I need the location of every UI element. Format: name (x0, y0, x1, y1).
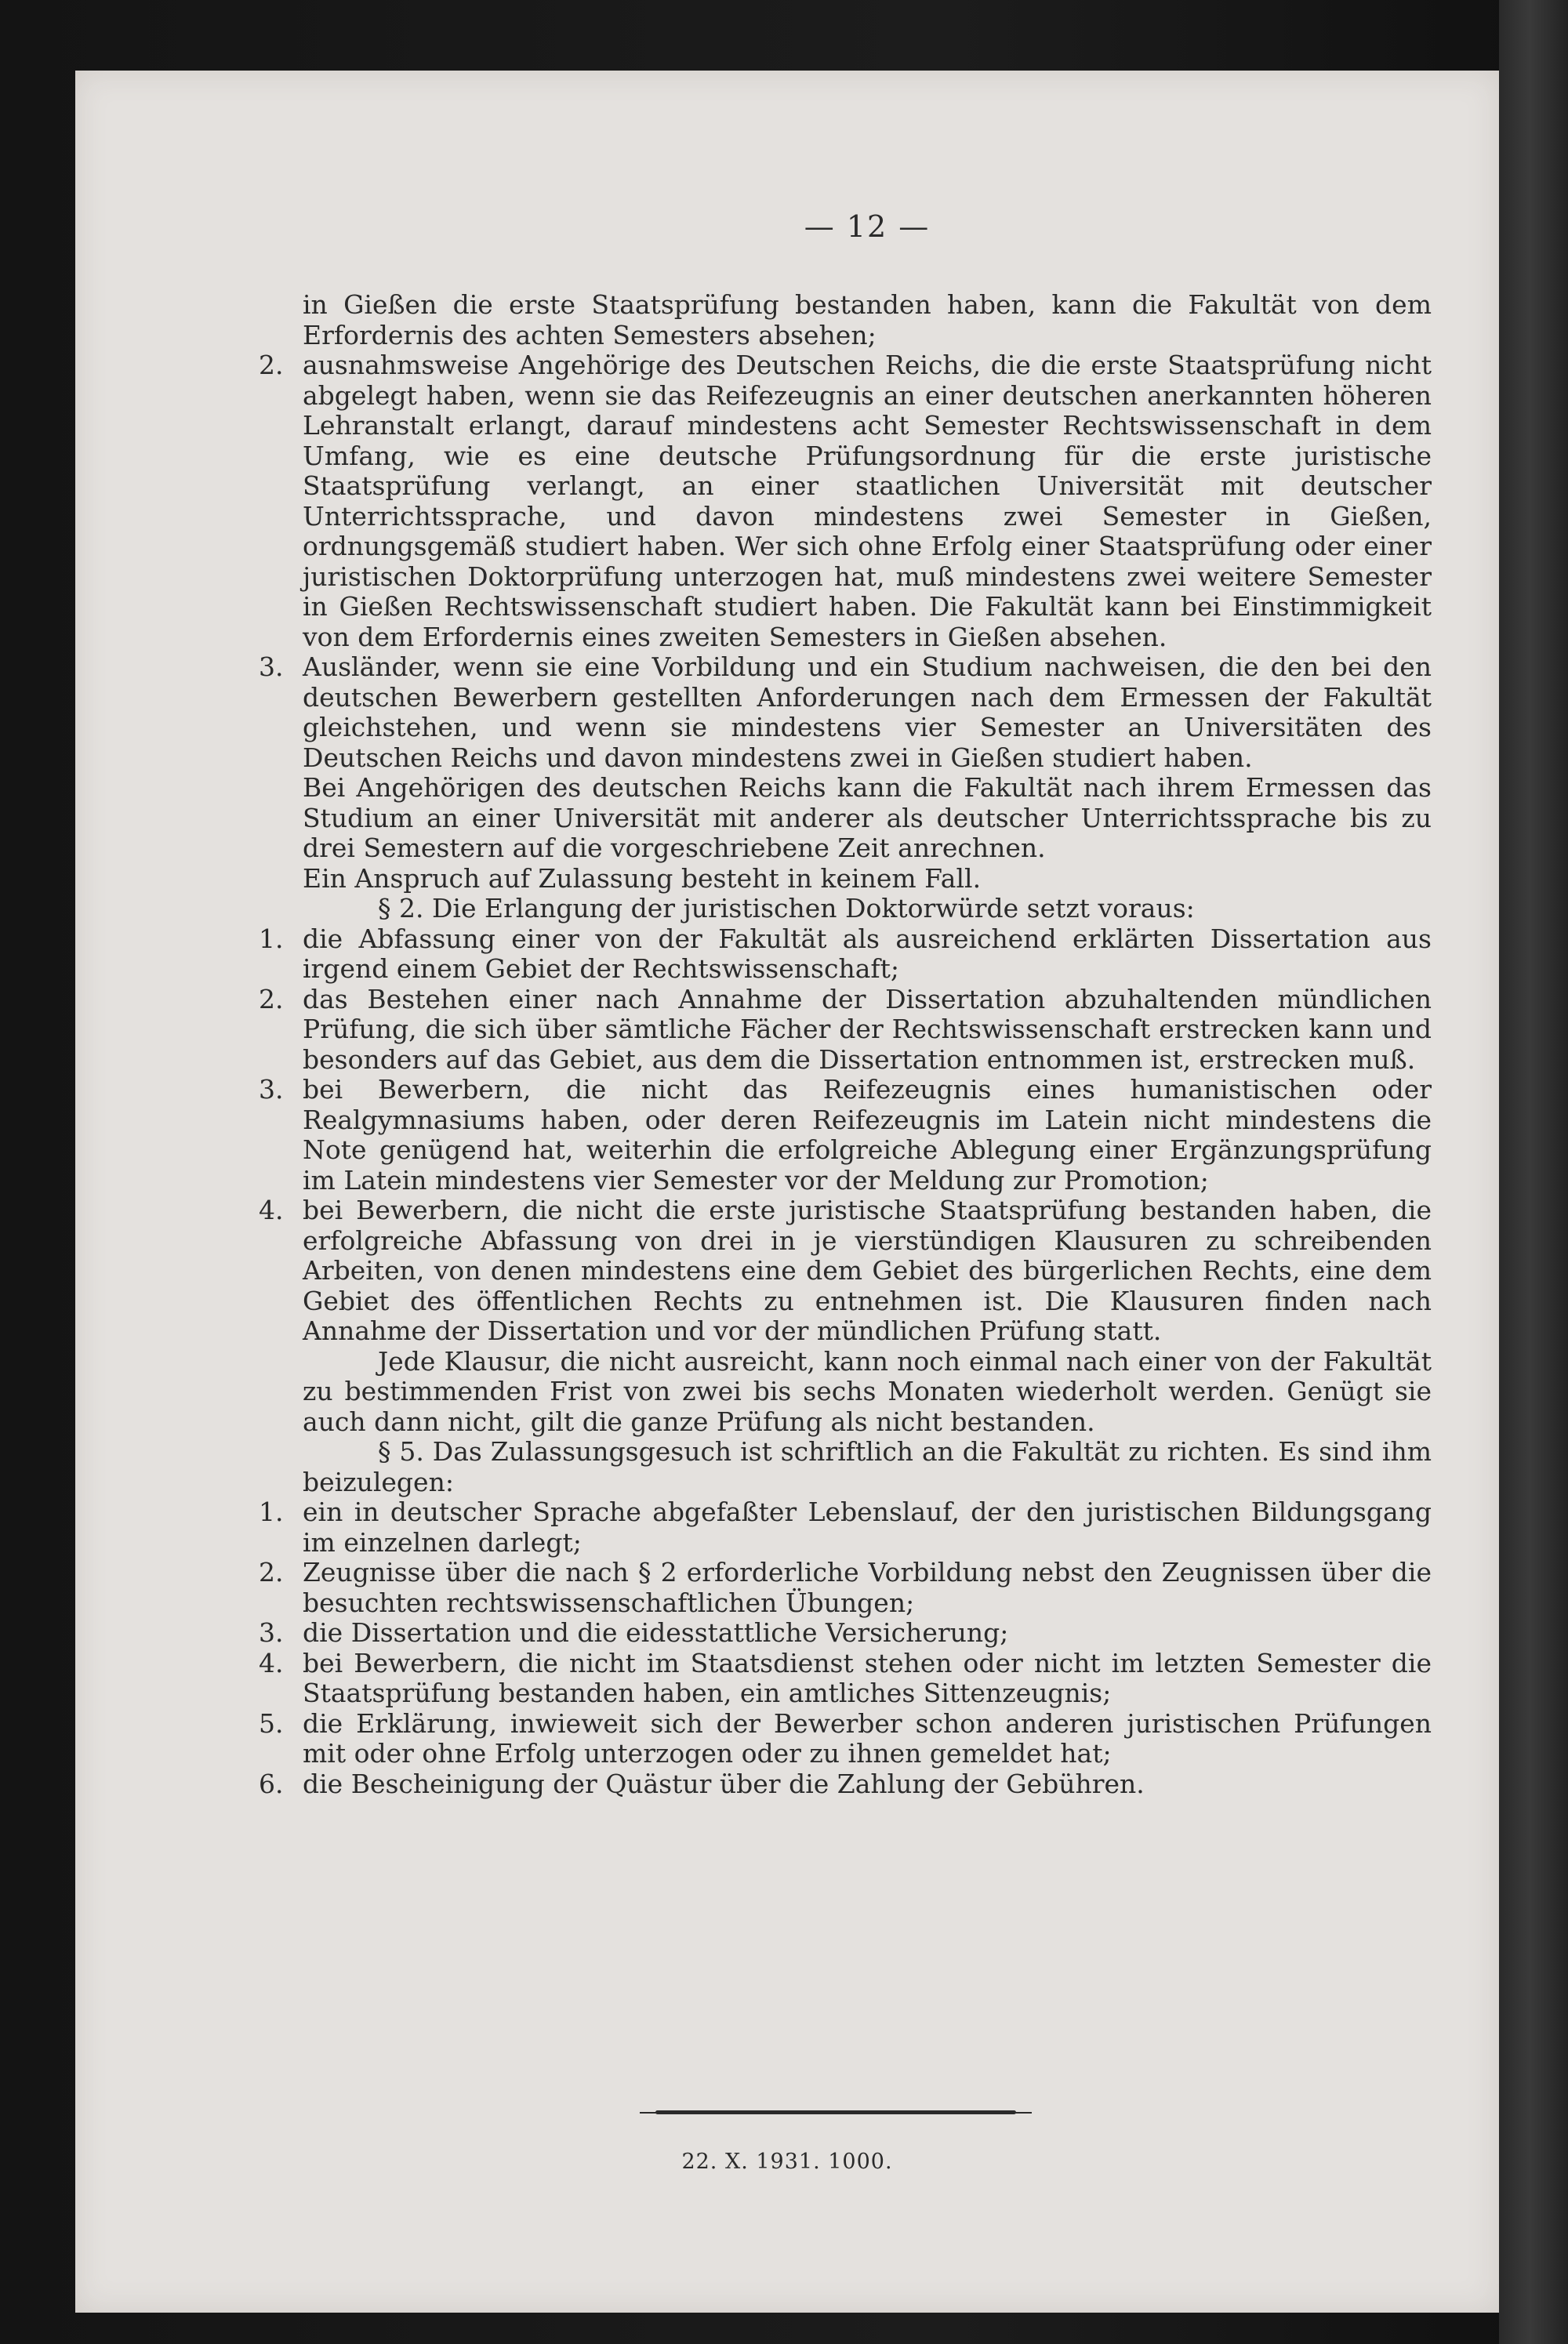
book-edge (1499, 0, 1568, 2344)
list-item-text: bei Bewerbern, die nicht die erste juristische Staatsprüfung bestanden haben, die erfolgreiche Abfassung von drei in je vierstündigen Klausuren zu schreibenden Arbeiten, von denen mindestens eine dem Gebiet des bürgerlichen Rechts, eine dem Gebiet des öffentlichen Rechts zu entnehmen ist. Die Klausuren finden nach Annahme der Dissertation und vor der mündlichen Prüfung statt. (303, 1195, 1432, 1346)
list-item (259, 1647, 1432, 1709)
paragraph-klausur: Jede Klausur, die nicht ausreicht, kann noch einmal nach einer von der Fakultät zu bestimmenden Frist von zwei bis sechs Monaten wiederholt werden. Genügt sie auch dann nicht, gilt die ganze Prüfung als nicht bestanden. (303, 1345, 1432, 1437)
list-item-text: Ausländer, wenn sie eine Vorbildung und ein Studium nachweisen, die den bei den deutschen Bewerbern gestellten Anforderungen nach dem Ermessen der Fakultät gleichstehen, und wenn sie mindestens vier Semester an Universitäten des Deutschen Reichs und davon mindestens zwei in Gießen studiert haben. (303, 651, 1432, 773)
list-number: 4. (259, 1195, 284, 1225)
list-number: 5. (259, 1707, 284, 1739)
section-5-heading: § 5. Das Zulassungsgesuch ist schriftlich an die Fakultät zu richten. Es sind ihm beizulegen: (303, 1436, 1432, 1497)
page-number: — 12 — (804, 209, 931, 244)
list-number: 3. (259, 651, 284, 682)
list-item (259, 983, 1432, 1076)
intro-paragraph: in Gießen die erste Staatsprüfung bestanden haben, kann die Fakultät von dem Erfordernis des achten Semesters absehen; (303, 289, 1432, 350)
list-number: 2. (259, 1557, 284, 1587)
list-number: 3. (259, 1617, 284, 1648)
list-item-text: bei Bewerbern, die nicht das Reifezeugnis eines humanistischen oder Realgymnasiums haben, oder deren Reifezeugnis im Latein nicht mindestens die Note genügend hat, weiterhin die erfolgreiche Ablegung einer Ergänzungsprüfung im Latein mindestens vier Semester vor der Meldung zur Promotion; (303, 1074, 1432, 1196)
list-number: 3. (259, 1074, 284, 1105)
list-item-text: die Abfassung einer von der Fakultät als ausreichend erklärten Dissertation aus irgend einem Gebiet der Rechtswissenschaft; (303, 923, 1432, 984)
list-item-text: die Erklärung, inwieweit sich der Bewerber schon anderen juristischen Prüfungen mit oder ohne Erfolg unterzogen oder zu ihnen gemeldet hat; (303, 1707, 1432, 1769)
list-item (259, 350, 1432, 652)
list-item (259, 1617, 1432, 1649)
list-item (259, 1557, 1432, 1618)
body-text (259, 289, 1432, 1799)
list-item (259, 1768, 1432, 1800)
section-2-heading: § 2. Die Erlangung der juristischen Doktorwürde setzt voraus: (378, 893, 1195, 923)
list-number: 2. (259, 983, 284, 1014)
paragraph-anspruch: Ein Anspruch auf Zulassung besteht in keinem Fall. (303, 862, 982, 894)
list-item-text: ausnahmsweise Angehörige des Deutschen Reichs, die die erste Staatsprüfung nicht abgelegt haben, wenn sie das Reifezeugnis an einer deutschen anerkannten höheren Lehranstalt erlangt, darauf mindestens acht Semester Rechtswissenschaft in dem Umfang, wie es eine deutsche Prüfungsordnung für die erste juristische Staatsprüfung verlangt, an einer staatlichen Universität mit deutscher Unterrichtssprache, und davon mindestens zwei Semester in Gießen, ordnungsgemäß studiert haben. Wer sich ohne Erfolg einer Staatsprüfung oder einer juristischen Doktorprüfung unterzogen hat, muß mindestens zwei weitere Semester in Gießen Rechtswissenschaft studiert haben. Die Fakultät kann bei Einstimmigkeit von dem Erfordernis eines zweiten Semesters in Gießen absehen. (303, 350, 1432, 652)
list-number: 1. (259, 1497, 284, 1527)
paragraph-angehoerige: Bei Angehörigen des deutschen Reichs kann die Fakultät nach ihrem Ermessen das Studium an einer Universität mit anderer als deutscher Unterrichtssprache bis zu drei Semestern auf die vorgeschriebene Zeit anrechnen. (303, 772, 1432, 863)
list-item-text: das Bestehen einer nach Annahme der Dissertation abzuhaltenden mündlichen Prüfung, die sich über sämtliche Fächer der Rechtswissenschaft erstrecken kann und besonders auf das Gebiet, aus dem die Dissertation entnommen ist, erstrecken muß. (303, 983, 1432, 1075)
list-item (259, 1195, 1432, 1347)
list-item (259, 1074, 1432, 1196)
paper-page (75, 71, 1499, 2313)
list-item-text: ein in deutscher Sprache abgefaßter Lebenslauf, der den juristischen Bildungsgang im einzelnen darlegt; (303, 1497, 1432, 1558)
list-number: 2. (259, 350, 284, 380)
list-number: 6. (259, 1768, 284, 1799)
print-date: 22. X. 1931. 1000. (681, 2150, 893, 2174)
list-item-text: die Dissertation und die eidesstattliche Versicherung; (303, 1617, 1009, 1648)
list-item (259, 923, 1432, 985)
decorative-rule (655, 2110, 1016, 2114)
list-item (259, 1497, 1432, 1558)
list-item-text: bei Bewerbern, die nicht im Staatsdienst stehen oder nicht im letzten Semester die Staatsprüfung bestanden haben, ein amtliches Sittenzeugnis; (303, 1647, 1432, 1708)
list-item (259, 651, 1432, 773)
list-item (259, 1707, 1432, 1769)
list-number: 4. (259, 1647, 284, 1678)
list-item-text: die Bescheinigung der Quästur über die Zahlung der Gebühren. (303, 1768, 1145, 1799)
list-item-text: Zeugnisse über die nach § 2 erforderliche Vorbildung nebst den Zeugnissen über die besuchten rechtswissenschaftlichen Übungen; (303, 1557, 1432, 1618)
list-number: 1. (259, 923, 284, 954)
